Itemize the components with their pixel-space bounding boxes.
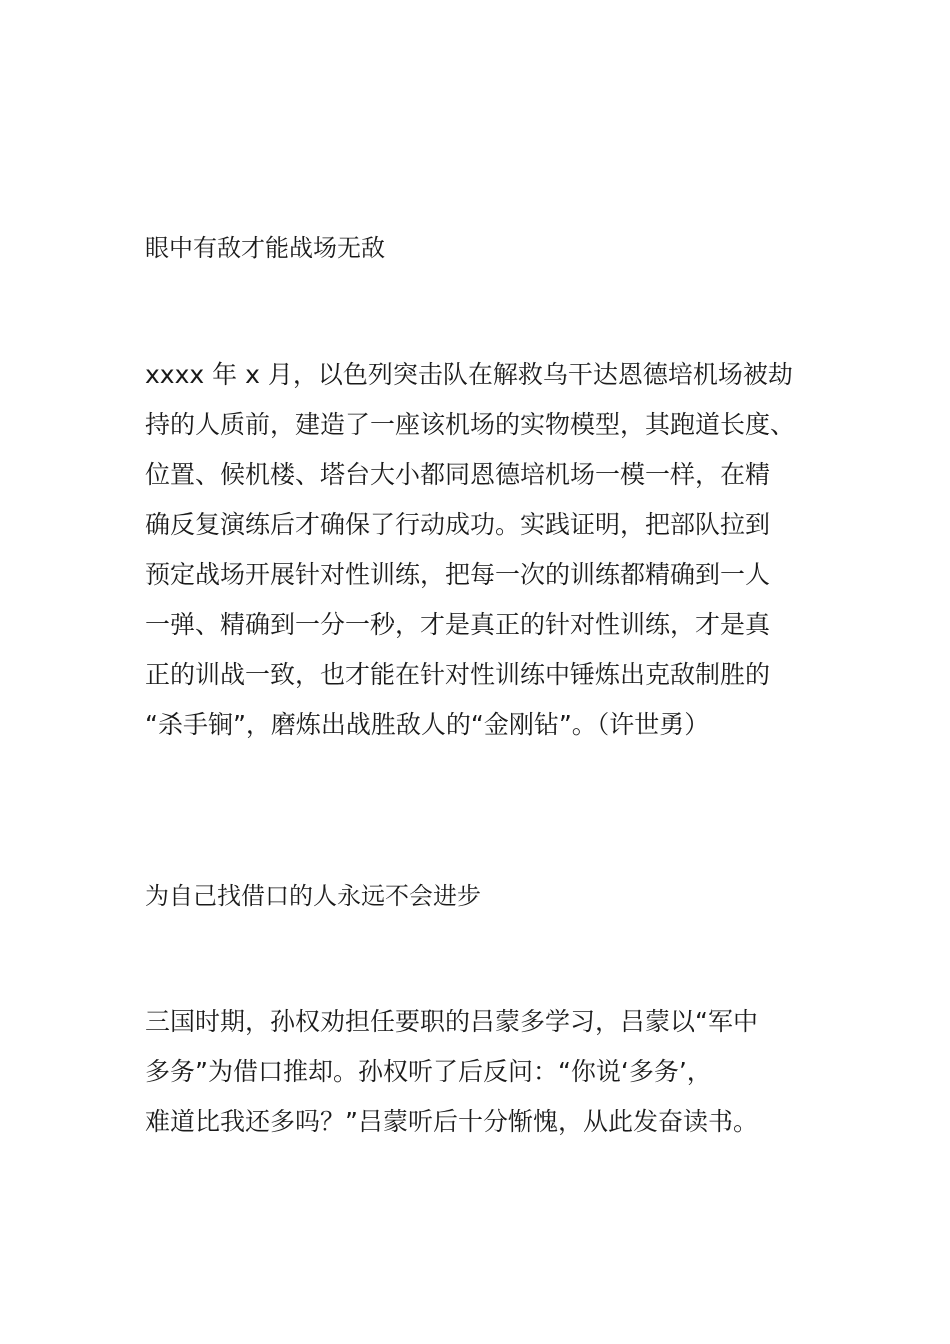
paragraph-line: 难道比我还多吗？”吕蒙听后十分惭愧，从此发奋读书。 xyxy=(145,1107,758,1136)
paragraph-line: 确反复演练后才确保了行动成功。实践证明，把部队拉到 xyxy=(145,510,771,539)
section-2-title: 为自己找借口的人永远不会进步 xyxy=(145,882,481,910)
paragraph-line: 持的人质前，建造了一座该机场的实物模型，其跑道长度、 xyxy=(145,410,796,439)
paragraph-line: 位置、候机楼、塔台大小都同恩德培机场一模一样，在精 xyxy=(145,460,771,489)
paragraph-line: 预定战场开展针对性训练，把每一次的训练都精确到一人 xyxy=(145,560,771,589)
paragraph-line: 三国时期，孙权劝担任要职的吕蒙多学习，吕蒙以“军中 xyxy=(145,1007,758,1036)
paragraph-line: “杀手锏”，磨炼出战胜敌人的“金刚钻”。（许世勇） xyxy=(145,710,710,739)
section-2-paragraph xyxy=(145,997,758,1147)
paragraph-line: 一弹、精确到一分一秒，才是真正的针对性训练，才是真 xyxy=(145,610,771,639)
paragraph-line: xxxx 年 x 月，以色列突击队在解救乌干达恩德培机场被劫 xyxy=(145,360,793,389)
section-1-title: 眼中有敌才能战场无敌 xyxy=(145,234,385,262)
section-1-paragraph xyxy=(145,350,795,750)
paragraph-line: 正的训战一致，也才能在针对性训练中锤炼出克敌制胜的 xyxy=(145,660,771,689)
paragraph-line: 多务”为借口推却。孙权听了后反问：“你说‘多务’， xyxy=(145,1057,712,1086)
